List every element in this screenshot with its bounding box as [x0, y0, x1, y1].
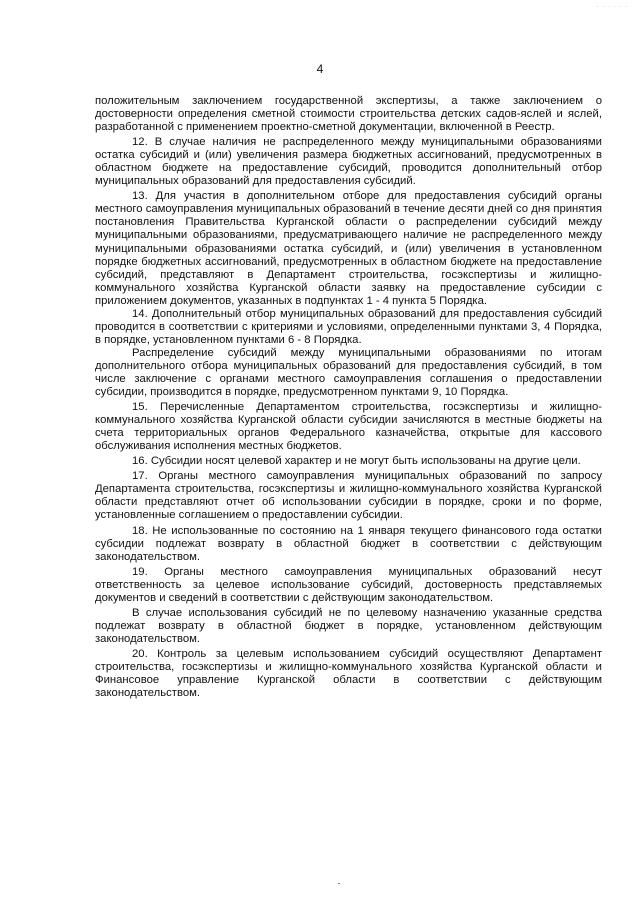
paragraph-item-19-misuse: В случае использования субсидий не по целевому назначению указанные средства подлежат возврату в областной бюджет в порядке, установленном действующим законодательством.: [95, 606, 602, 645]
paragraph-item-12: 12. В случае наличия не распределенного между муниципальными образованиями остатка субсидий и (или) увеличения размера бюджетных ассигнований, предусмотренных в областном бюджете на предоставление субсидий, проводится дополнительный отбор муниципальных образований для предоставления субсидий.: [95, 136, 602, 188]
paragraph-item-19: 19. Органы местного самоуправления муниципальных образований несут ответственность за целевое использование субсидий, достоверность представляемых документов и сведений в соответствии с действующим законодательством.: [95, 565, 602, 604]
paragraph-continuation: положительным заключением государственной экспертизы, а также заключением о достоверности определения сметной стоимости строительства детских садов-яслей и яслей, разработанной с применением проектно-сметной документации, включенной в Реестр.: [95, 95, 602, 134]
paragraph-item-16: 16. Субсидии носят целевой характер и не могут быть использованы на другие цели.: [132, 455, 581, 468]
document-body: [95, 95, 602, 700]
paragraph-item-14-distribution: Распределение субсидий между муниципальными образованиями по итогам дополнительного отбора муниципальных образований для предоставления субсидий, в том числе заключение с органами местного самоуправления соглашения о предоставлении субсидии, производится в порядке, предусмотренном пунктами 9, 10 Порядка.: [95, 346, 602, 399]
scan-speck: [338, 883, 340, 884]
paragraph-item-13: 13. Для участия в дополнительном отборе для предоставления субсидий органы местного самоуправления муниципальных образований в течение десяти дней со дня принятия постановления Правительства Курганской области о распределении субсидий между муниципальными образованиями, предусматривающего наличие не распределенного между муниципальными образованиями остатка субсидий, и (или) увеличения в установленном порядке бюджетных ассигнований, предусмотренных в областном бюджете на предоставление субсидий, представляют в Департамент строительства, госэкспертизы и жилищно-коммунального хозяйства Курганской области заявку на предоставление субсидии с приложением документов, указанных в подпунктах 1 - 4 пункта 5 Порядка.: [95, 190, 602, 307]
paragraph-item-20: 20. Контроль за целевым использованием субсидий осуществляют Департамент строительства, госэкспертизы и жилищно-коммунального хозяйства Курганской области и Финансовое управление Курганской области в соответствии с действующим законодательством.: [95, 647, 602, 700]
paragraph-item-14: 14. Дополнительный отбор муниципальных образований для предоставления субсидий проводится в соответствии с критериями и условиями, определенными пунктами 3, 4 Порядка, в порядке, установленном пунктами 6 - 8 Порядка.: [95, 307, 602, 346]
paragraph-item-17: 17. Органы местного самоуправления муниципальных образований по запросу Департамента строительства, госэкспертизы и жилищно-коммунального хозяйства Курганской области представляют отчет об использовании субсидии в порядке, сроки и по форме, установленные соглашением о предоставлении субсидии.: [95, 470, 602, 522]
page-number: 4: [316, 62, 324, 76]
paragraph-item-15: 15. Перечисленные Департаментом строительства, госэкспертизы и жилищно-коммунального хозяйства Курганской области субсидии зачисляются в местные бюджеты на счета территориальных органов Федерального казначейства, открытые для кассового обслуживания исполнения местных бюджетов.: [95, 401, 602, 453]
paragraph-item-18: 18. Не использованные по состоянию на 1 января текущего финансового года остатки субсидии подлежат возврату в областной бюджет в соответствии с действующим законодательством.: [95, 524, 602, 563]
scan-marks: · · · · · ·: [596, 4, 628, 10]
